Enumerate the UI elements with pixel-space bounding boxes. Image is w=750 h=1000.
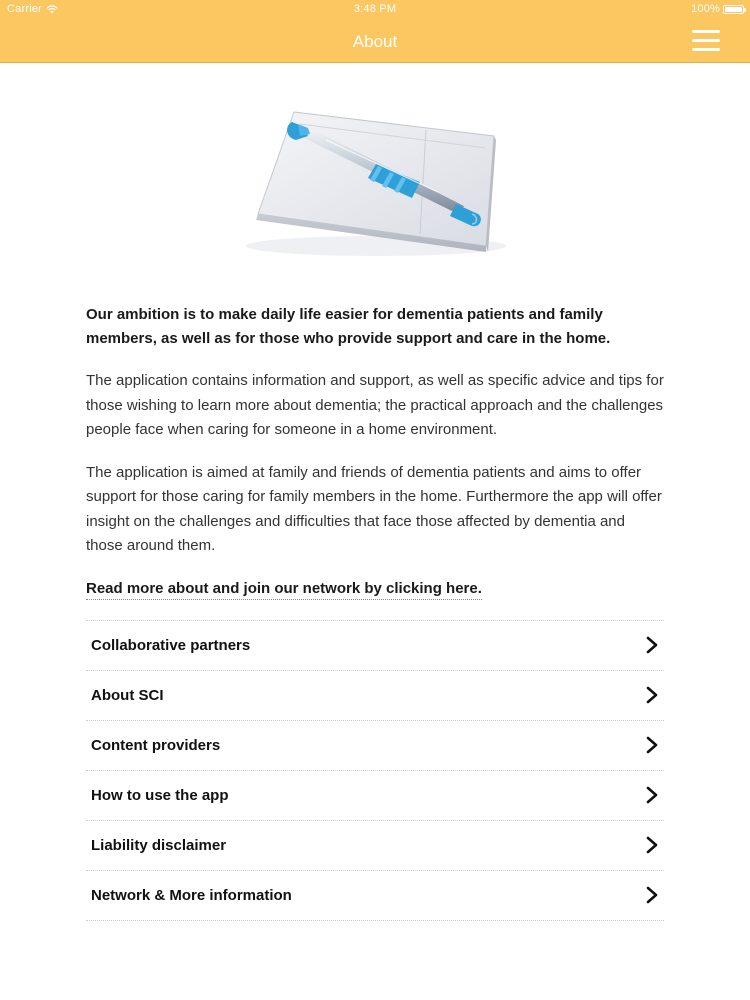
menu-item-label: Content providers (91, 736, 221, 754)
description-paragraph-2: The application is aimed at family and friends of dementia patients and aims to offer support for those caring for family members in the home. Furthermore the app will offer insight on the challenges and difficulties that face those affected by dementia and those around them. (86, 463, 662, 554)
menu-item-how-to-use[interactable] (86, 771, 664, 821)
menu-item-collaborative-partners[interactable] (86, 621, 664, 671)
menu-item-network-more-info[interactable] (86, 871, 664, 921)
status-time: 3:48 PM (353, 3, 397, 15)
menu-item-label: Collaborative partners (91, 636, 251, 654)
menu-item-label: About SCI (91, 686, 164, 704)
battery-percent: 100% (691, 3, 720, 15)
carrier-label: Carrier (7, 3, 43, 15)
hero-image (86, 64, 664, 300)
menu-item-content-providers[interactable] (86, 721, 664, 771)
network-link[interactable]: Read more about and join our network by clicking here. (86, 579, 482, 600)
about-menu-list (86, 620, 664, 921)
navigation-bar (0, 0, 750, 63)
description-paragraph-1: The application contains information and support, as well as specific advice and tips for those wishing to learn more about dementia; the practical approach and the challenges people face when caring for someone in a home environment. (86, 372, 664, 438)
chevron-right-icon (645, 836, 659, 854)
about-content (86, 64, 664, 921)
menu-item-label: How to use the app (91, 786, 229, 804)
menu-item-about-sci[interactable] (86, 671, 664, 721)
menu-item-label: Network & More information (91, 886, 292, 904)
menu-item-label: Liability disclaimer (91, 836, 227, 854)
hamburger-menu-icon[interactable] (692, 30, 720, 52)
chevron-right-icon (645, 736, 659, 754)
chevron-right-icon (645, 786, 659, 804)
chevron-right-icon (645, 636, 659, 654)
battery-icon (723, 5, 744, 14)
chevron-right-icon (645, 686, 659, 704)
chevron-right-icon (645, 886, 659, 904)
notebook-pen-illustration (86, 64, 664, 300)
status-bar-right (691, 3, 744, 15)
menu-item-liability-disclaimer[interactable] (86, 821, 664, 871)
intro-statement: Our ambition is to make daily life easier for dementia patients and family members, as well as for those who provide support and care in the home. (86, 306, 611, 347)
page-title: About (352, 32, 398, 51)
